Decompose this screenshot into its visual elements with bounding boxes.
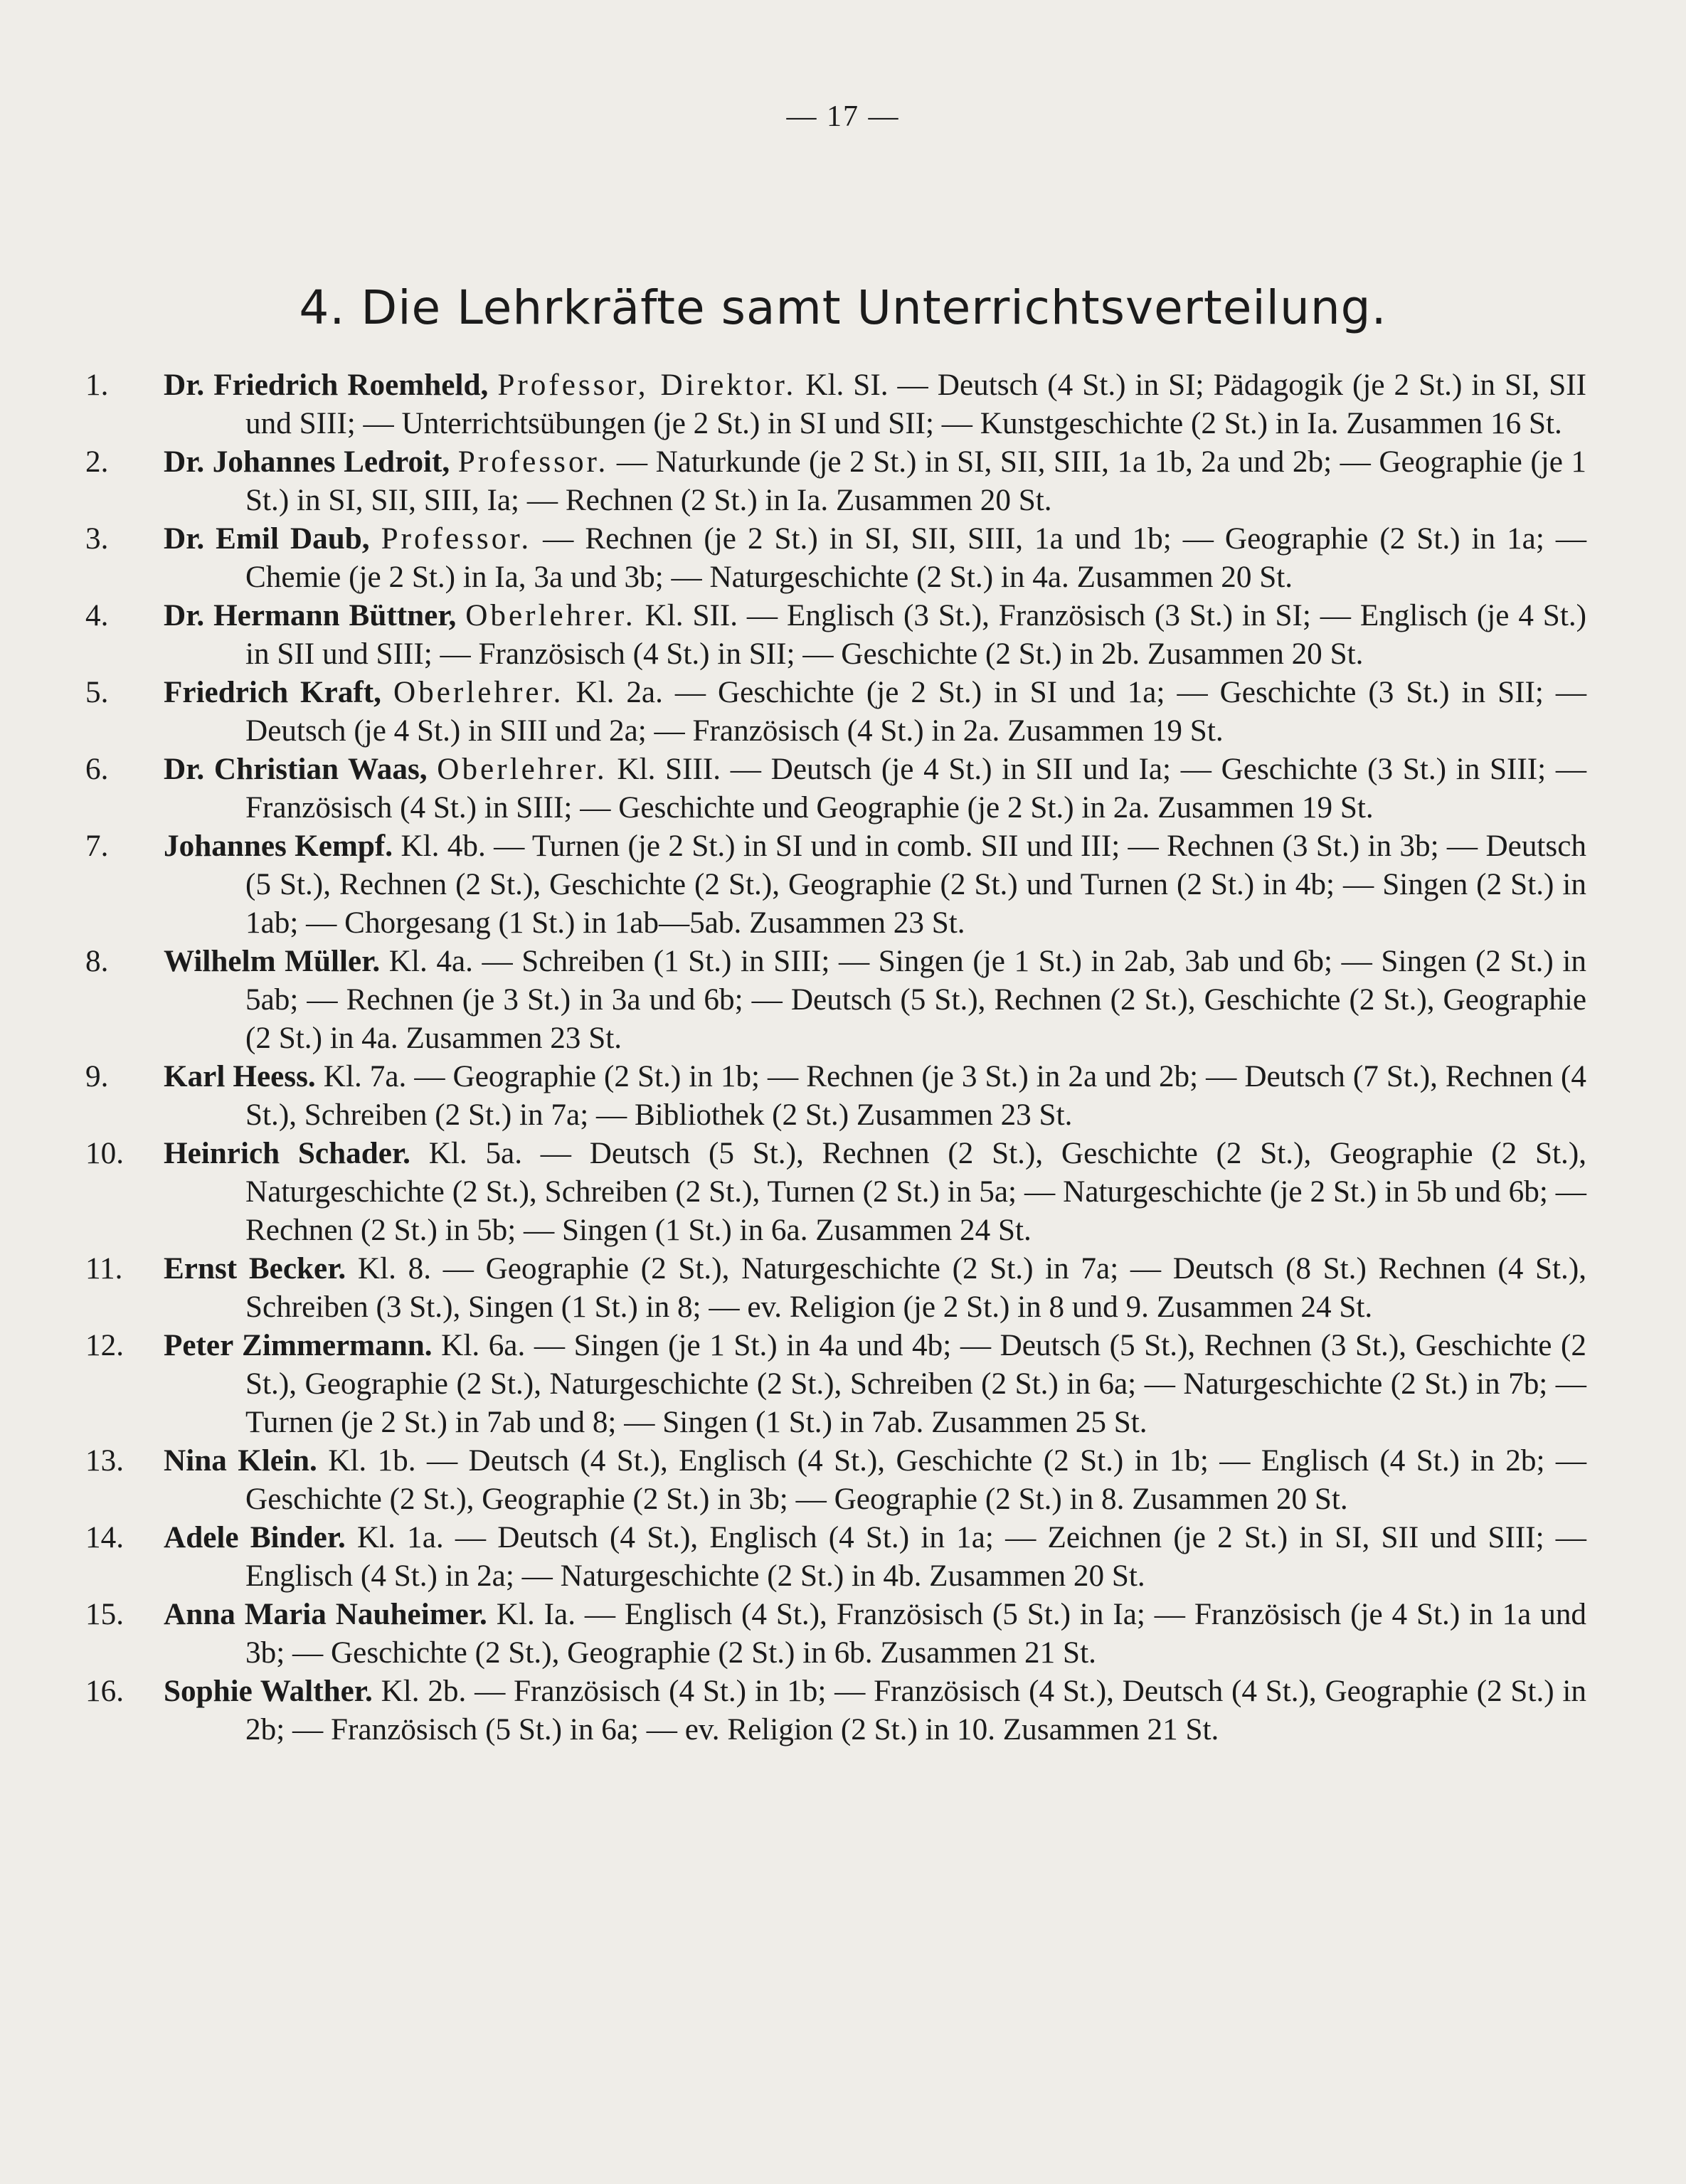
staff-entry xyxy=(85,1058,1586,1135)
teacher-name: Heinrich Schader. xyxy=(164,1137,410,1170)
teacher-title: Oberlehrer. xyxy=(465,599,636,632)
teaching-assignment: Kl. Ia. — Englisch (4 St.), Französisch (5 St.) in Ia; — Französisch (je 4 St.) in 1a und 3b; — Geschichte (2 St.), Geographie (2 St.) in 6b. Zusammen 21 St. xyxy=(245,1598,1587,1670)
staff-entry xyxy=(85,1442,1586,1519)
teaching-assignment: Kl. 7a. — Geographie (2 St.) in 1b; — Rechnen (je 3 St.) in 2a und 2b; — Deutsch (7 St.), Rechnen (4 St.), Schreiben (2 St.) in 7a; — Bibliothek (2 St.) Zusammen 23 St. xyxy=(245,1060,1586,1132)
section-title: 4. Die Lehrkräfte samt Unterrichtsverteilung. xyxy=(299,280,1387,336)
staff-entry xyxy=(85,943,1586,1058)
staff-entry xyxy=(85,1250,1586,1327)
teaching-assignment: — Naturkunde (je 2 St.) in SI, SII, SIII, 1a 1b, 2a und 2b; — Geographie (je 1 St.) in SI, SII, SIII, Ia; — Rechnen (2 St.) in Ia. Zusammen 20 St. xyxy=(245,445,1587,517)
teacher-name: Anna Maria Nauheimer. xyxy=(164,1598,487,1631)
teacher-name: Peter Zimmermann. xyxy=(164,1329,433,1362)
entry-body xyxy=(164,520,1586,597)
staff-entry xyxy=(85,1135,1586,1250)
entry-body xyxy=(164,1327,1586,1442)
entry-body xyxy=(164,1058,1586,1135)
teacher-name: Karl Heess. xyxy=(164,1060,316,1093)
staff-entry xyxy=(85,674,1586,751)
staff-entry xyxy=(85,751,1586,827)
teacher-name: Johannes Kempf. xyxy=(164,829,393,863)
entry-body xyxy=(164,366,1586,443)
teacher-name: Dr. Emil Daub, xyxy=(164,522,370,556)
teaching-assignment: Kl. 8. — Geographie (2 St.), Naturgeschichte (2 St.) in 7a; — Deutsch (8 St.) Rechnen (4 St.), Schreiben (3 St.), Singen (1 St.) in 8; — ev. Religion (je 2 St.) in 8 und 9. Zusammen 24 St. xyxy=(245,1252,1587,1324)
entry-number: 14. xyxy=(85,1521,124,1554)
entry-number: 12. xyxy=(85,1329,124,1362)
teacher-title: Oberlehrer. xyxy=(393,676,564,709)
entry-number: 1. xyxy=(85,369,109,402)
entry-number: 3. xyxy=(85,522,109,556)
entry-body xyxy=(164,1519,1586,1596)
entry-number: 6. xyxy=(85,753,109,786)
staff-entry xyxy=(85,443,1586,520)
teacher-name: Nina Klein. xyxy=(164,1444,317,1478)
entry-number: 16. xyxy=(85,1675,124,1708)
teaching-assignment: Kl. 4a. — Schreiben (1 St.) in SIII; — Singen (je 1 St.) in 2ab, 3ab und 6b; — Singen (2 St.) in 5ab; — Rechnen (je 3 St.) in 3a und 6b; — Deutsch (5 St.), Rechnen (2 St.), Geschichte (2 St.), Geographie (2 St.) in 4a. Zusammen 23 St. xyxy=(245,945,1586,1055)
entry-body xyxy=(164,827,1586,943)
teaching-assignment: Kl. 4b. — Turnen (je 2 St.) in SI und in comb. SII und III; — Rechnen (3 St.) in 3b; — Deutsch (5 St.), Rechnen (2 St.), Geschichte (2 St.), Geographie (2 St.) und Turnen (2 St.) in 4b; — Singen (2 St.) in 1ab; — Chorgesang (1 St.) in 1ab—5ab. Zusammen 23 St. xyxy=(245,829,1586,940)
entry-body xyxy=(164,674,1586,751)
teacher-name: Adele Binder. xyxy=(164,1521,346,1554)
teacher-name: Sophie Walther. xyxy=(164,1675,373,1708)
entry-body xyxy=(164,1135,1586,1250)
entry-number: 2. xyxy=(85,445,109,479)
teaching-assignment: Kl. 2b. — Französisch (4 St.) in 1b; — Französisch (4 St.), Deutsch (4 St.), Geographie (2 St.) in 2b; — Französisch (5 St.) in 6a; — ev. Religion (2 St.) in 10. Zusammen 21 St. xyxy=(245,1675,1586,1746)
entry-number: 7. xyxy=(85,829,109,863)
teacher-name: Dr. Hermann Büttner, xyxy=(164,599,457,632)
staff-entry xyxy=(85,1673,1586,1749)
teaching-assignment: Kl. 2a. — Geschichte (je 2 St.) in SI und 1a; — Geschichte (3 St.) in SII; — Deutsch (je 4 St.) in SIII und 2a; — Französisch (4 St.) in 2a. Zusammen 19 St. xyxy=(245,676,1587,748)
entry-number: 10. xyxy=(85,1137,124,1170)
staff-entry xyxy=(85,1596,1586,1673)
entry-number: 8. xyxy=(85,945,109,978)
entry-number: 5. xyxy=(85,676,109,709)
entry-body xyxy=(164,443,1586,520)
entry-number: 11. xyxy=(85,1252,123,1286)
entry-number: 9. xyxy=(85,1060,109,1093)
teacher-title: Professor. xyxy=(457,445,609,479)
teacher-title: Professor. xyxy=(381,522,532,556)
page-number: — 17 — xyxy=(786,100,900,133)
teaching-assignment: Kl. SI. — Deutsch (4 St.) in SI; Pädagogik (je 2 St.) in SI, SII und SIII; — Unterrichtsübungen (je 2 St.) in SI und SII; — Kunstgeschichte (2 St.) in Ia. Zusammen 16 St. xyxy=(245,369,1586,440)
entry-body xyxy=(164,1442,1586,1519)
teacher-name: Dr. Friedrich Roemheld, xyxy=(164,369,489,402)
entry-body xyxy=(164,597,1586,674)
staff-list xyxy=(85,366,1586,1749)
entry-number: 15. xyxy=(85,1598,124,1631)
teaching-assignment: Kl. 5a. — Deutsch (5 St.), Rechnen (2 St.), Geschichte (2 St.), Geographie (2 St.), Naturgeschichte (2 St.), Schreiben (2 St.), Turnen (2 St.) in 5a; — Naturgeschichte (je 2 St.) in 5b und 6b; — Rechnen (2 St.) in 5b; — Singen (1 St.) in 6a. Zusammen 24 St. xyxy=(245,1137,1587,1247)
staff-entry xyxy=(85,597,1586,674)
staff-entry xyxy=(85,1327,1586,1442)
entry-number: 4. xyxy=(85,599,109,632)
teacher-name: Wilhelm Müller. xyxy=(164,945,381,978)
entry-body xyxy=(164,751,1586,827)
teaching-assignment: Kl. 6a. — Singen (je 1 St.) in 4a und 4b; — Deutsch (5 St.), Rechnen (3 St.), Geschichte (2 St.), Geographie (2 St.), Naturgeschichte (2 St.), Schreiben (2 St.) in 6a; — Naturgeschichte (2 St.) in 7b; — Turnen (je 2 St.) in 7ab und 8; — Singen (1 St.) in 7ab. Zusammen 25 St. xyxy=(245,1329,1586,1439)
entry-body xyxy=(164,1250,1586,1327)
teacher-name: Friedrich Kraft, xyxy=(164,676,381,709)
staff-entry xyxy=(85,1519,1586,1596)
teacher-title: Oberlehrer. xyxy=(437,753,608,786)
teaching-assignment: Kl. SIII. — Deutsch (je 4 St.) in SII und Ia; — Geschichte (3 St.) in SIII; — Französisch (4 St.) in SIII; — Geschichte und Geographie (je 2 St.) in 2a. Zusammen 19 St. xyxy=(245,753,1587,825)
entry-body xyxy=(164,1596,1586,1673)
teaching-assignment: — Rechnen (je 2 St.) in SI, SII, SIII, 1a und 1b; — Geographie (2 St.) in 1a; — Chemie (je 2 St.) in Ia, 3a und 3b; — Naturgeschichte (2 St.) in 4a. Zusammen 20 St. xyxy=(245,522,1587,594)
entry-body xyxy=(164,1673,1586,1749)
teaching-assignment: Kl. SII. — Englisch (3 St.), Französisch (3 St.) in SI; — Englisch (je 4 St.) in SII und SIII; — Französisch (4 St.) in SII; — Geschichte (2 St.) in 2b. Zusammen 20 St. xyxy=(245,599,1587,671)
staff-entry xyxy=(85,827,1586,943)
staff-entry xyxy=(85,520,1586,597)
teacher-title: Professor, Direktor. xyxy=(497,369,797,402)
teaching-assignment: Kl. 1b. — Deutsch (4 St.), Englisch (4 St.), Geschichte (2 St.) in 1b; — Englisch (4 St.) in 2b; — Geschichte (2 St.), Geographie (2 St.) in 3b; — Geographie (2 St.) in 8. Zusammen 20 St. xyxy=(245,1444,1587,1516)
entry-body xyxy=(164,943,1586,1058)
teacher-name: Ernst Becker. xyxy=(164,1252,346,1286)
staff-entry xyxy=(85,366,1586,443)
teaching-assignment: Kl. 1a. — Deutsch (4 St.), Englisch (4 St.) in 1a; — Zeichnen (je 2 St.) in SI, SII und SIII; — Englisch (4 St.) in 2a; — Naturgeschichte (2 St.) in 4b. Zusammen 20 St. xyxy=(245,1521,1586,1593)
teacher-name: Dr. Johannes Ledroit, xyxy=(164,445,450,479)
entry-number: 13. xyxy=(85,1444,124,1478)
teacher-name: Dr. Christian Waas, xyxy=(164,753,428,786)
